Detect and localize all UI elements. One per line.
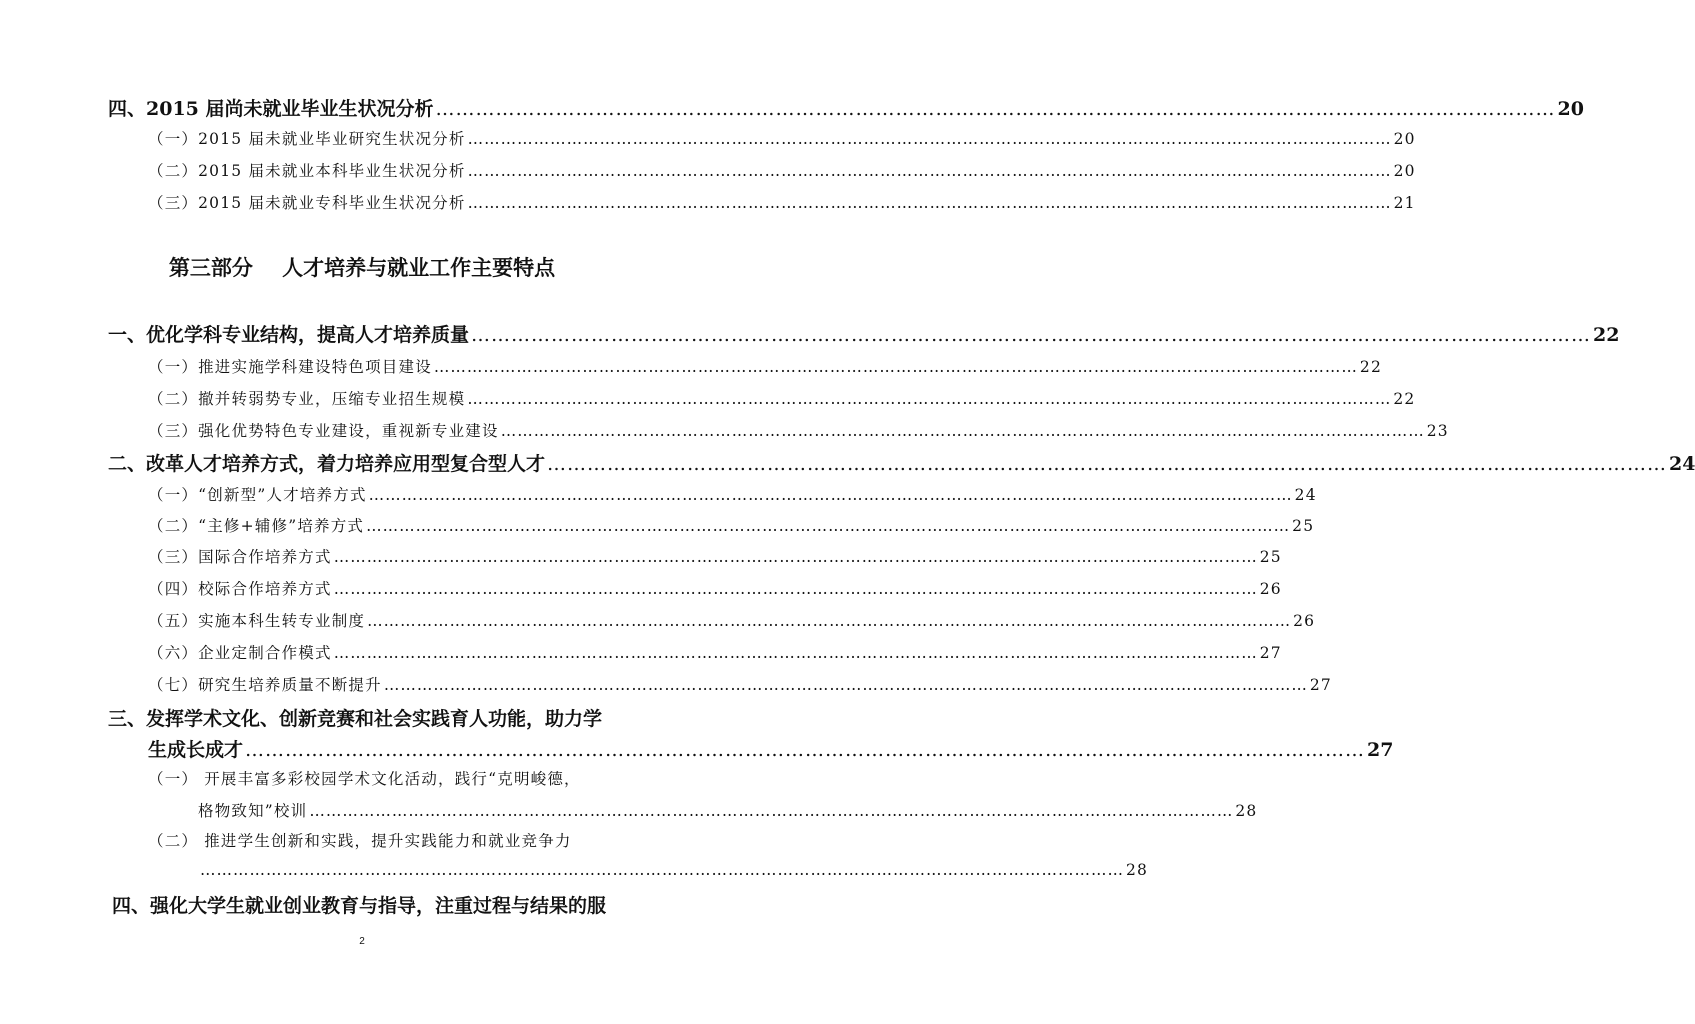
toc-entry-part3-3-1[interactable] — [198, 799, 1258, 821]
toc-leader-dots: …………………………………………………………………………………………………………………………………………………… — [467, 162, 1392, 180]
toc-entry-section-4-2[interactable] — [148, 159, 1416, 181]
toc-leader-dots: …………………………………………………………………………………………………………………………………………………… — [383, 676, 1308, 694]
toc-entry-page: 25 — [1292, 517, 1315, 535]
toc-entry-title: （一）推进实施学科建设特色项目建设 — [148, 358, 432, 376]
toc-leader-dots: …………………………………………………………………………………………………………………………………………………… — [366, 517, 1291, 535]
toc-entry-section-4[interactable] — [108, 94, 1584, 121]
toc-entry-title: （六）企业定制合作模式 — [148, 644, 332, 662]
toc-entry-page: 24 — [1669, 453, 1695, 475]
toc-leader-dots: …………………………………………………………………………………………………………………………………………………… — [500, 422, 1425, 440]
toc-entry-title: （五）实施本科生转专业制度 — [148, 612, 366, 630]
part-title: 第三部分 人才培养与就业工作主要特点 — [168, 255, 556, 280]
toc-entry-page: 25 — [1259, 548, 1282, 566]
toc-entry-title: （一）“创新型”人才培养方式 — [148, 486, 367, 504]
toc-entry-title: 四、2015 届尚未就业毕业生状况分析 — [108, 98, 434, 120]
toc-leader-dots: …………………………………………………………………………………………………………………………………………………… — [333, 548, 1258, 566]
toc-entry-part3-2-3[interactable] — [148, 545, 1282, 567]
toc-entry-title: （七）研究生培养质量不断提升 — [148, 676, 382, 694]
toc-entry-part3-1[interactable] — [108, 320, 1620, 347]
toc-leader-dots: …………………………………………………………………………………………………………………………………………………… — [435, 98, 1556, 120]
toc-entry-section-4-3[interactable] — [148, 191, 1416, 213]
toc-entry-page: 20 — [1557, 98, 1584, 120]
toc-leader-dots: …………………………………………………………………………………………………………………………………………………… — [368, 486, 1293, 504]
toc-leader-dots: …………………………………………………………………………………………………………………………………………………… — [200, 861, 1124, 879]
toc-leader-dots: …………………………………………………………………………………………………………………………………………………… — [309, 802, 1234, 820]
toc-leader-dots: …………………………………………………………………………………………………………………………………………………… — [245, 739, 1366, 761]
toc-entry-part3-2-2[interactable] — [148, 514, 1315, 536]
toc-leader-dots: …………………………………………………………………………………………………………………………………………………… — [333, 644, 1258, 662]
toc-entry-page: 21 — [1393, 194, 1416, 212]
toc-entry-part3-3[interactable] — [148, 735, 1394, 762]
toc-entry-page: 23 — [1426, 422, 1449, 440]
toc-entry-page: 22 — [1593, 324, 1620, 346]
toc-leader-dots: …………………………………………………………………………………………………………………………………………………… — [471, 324, 1592, 346]
toc-entry-title: （二）“主修+辅修”培养方式 — [148, 517, 365, 535]
toc-entry-page: 20 — [1393, 130, 1416, 148]
toc-entry-part3-1-1[interactable] — [148, 355, 1383, 377]
toc-entry-title: 格物致知”校训 — [198, 802, 308, 820]
toc-entry-title: （二）撤并转弱势专业，压缩专业招生规模 — [148, 390, 466, 408]
toc-entry-page: 26 — [1259, 580, 1282, 598]
toc-entry-title: 生成长成才 — [148, 739, 244, 761]
toc-entry-title: （三）2015 届未就业专科毕业生状况分析 — [148, 194, 466, 212]
toc-entry-part3-2-7[interactable] — [148, 673, 1332, 695]
toc-entry-part3-3-2[interactable] — [198, 861, 1149, 879]
toc-leader-dots: …………………………………………………………………………………………………………………………………………………… — [467, 194, 1392, 212]
toc-entry-title: 二、改革人才培养方式，着力培养应用型复合型人才 — [108, 453, 546, 475]
toc-entry-part3-2-5[interactable] — [148, 609, 1316, 631]
toc-entry-part3-1-3[interactable] — [148, 419, 1449, 441]
toc-entry-title: （四）校际合作培养方式 — [148, 580, 332, 598]
toc-entry-page: 28 — [1126, 861, 1149, 879]
toc-entry-page: 22 — [1359, 358, 1383, 376]
toc-entry-page: 28 — [1235, 802, 1258, 820]
toc-leader-dots: …………………………………………………………………………………………………………………………………………………… — [433, 358, 1358, 376]
toc-entry-part3-2-4[interactable] — [148, 577, 1282, 599]
toc-leader-dots: …………………………………………………………………………………………………………………………………………………… — [467, 390, 1392, 408]
toc-entry-part3-3-line1[interactable]: 三、发挥学术文化、创新竞赛和社会实践育人功能，助力学 — [108, 708, 603, 730]
toc-entry-page: 26 — [1293, 612, 1316, 630]
toc-entry-page: 20 — [1393, 162, 1416, 180]
toc-entry-section-4-1[interactable] — [148, 127, 1416, 149]
toc-entry-part3-3-1-line1[interactable]: （一） 开展丰富多彩校园学术文化活动，践行“克明峻德， — [148, 770, 581, 788]
toc-entry-part3-1-2[interactable] — [148, 387, 1416, 409]
toc-entry-page: 27 — [1259, 644, 1282, 662]
toc-leader-dots: …………………………………………………………………………………………………………………………………………………… — [547, 453, 1668, 475]
toc-entry-part3-2-1[interactable] — [148, 483, 1317, 505]
toc-entry-part3-2-6[interactable] — [148, 641, 1282, 663]
toc-entry-title: （三）强化优势特色专业建设，重视新专业建设 — [148, 422, 499, 440]
toc-entry-title: （一）2015 届未就业毕业研究生状况分析 — [148, 130, 466, 148]
toc-entry-part3-2[interactable] — [108, 449, 1695, 476]
toc-entry-page: 27 — [1309, 676, 1332, 694]
toc-leader-dots: …………………………………………………………………………………………………………………………………………………… — [467, 130, 1392, 148]
page-number: 2 — [359, 936, 365, 947]
toc-entry-title: （三）国际合作培养方式 — [148, 548, 332, 566]
toc-leader-dots: …………………………………………………………………………………………………………………………………………………… — [367, 612, 1292, 630]
toc-entry-page: 24 — [1294, 486, 1317, 504]
toc-entry-part3-4-line1[interactable]: 四、强化大学生就业创业教育与指导，注重过程与结果的服 — [112, 895, 607, 917]
toc-entry-title: （二）2015 届未就业本科毕业生状况分析 — [148, 162, 466, 180]
toc-entry-page: 27 — [1367, 739, 1394, 761]
toc-entry-page: 22 — [1393, 390, 1416, 408]
toc-entry-title: 一、优化学科专业结构，提高人才培养质量 — [108, 324, 470, 346]
toc-leader-dots: …………………………………………………………………………………………………………………………………………………… — [333, 580, 1258, 598]
toc-entry-part3-3-2-line1[interactable]: （二） 推进学生创新和实践，提升实践能力和就业竞争力 — [148, 832, 572, 850]
